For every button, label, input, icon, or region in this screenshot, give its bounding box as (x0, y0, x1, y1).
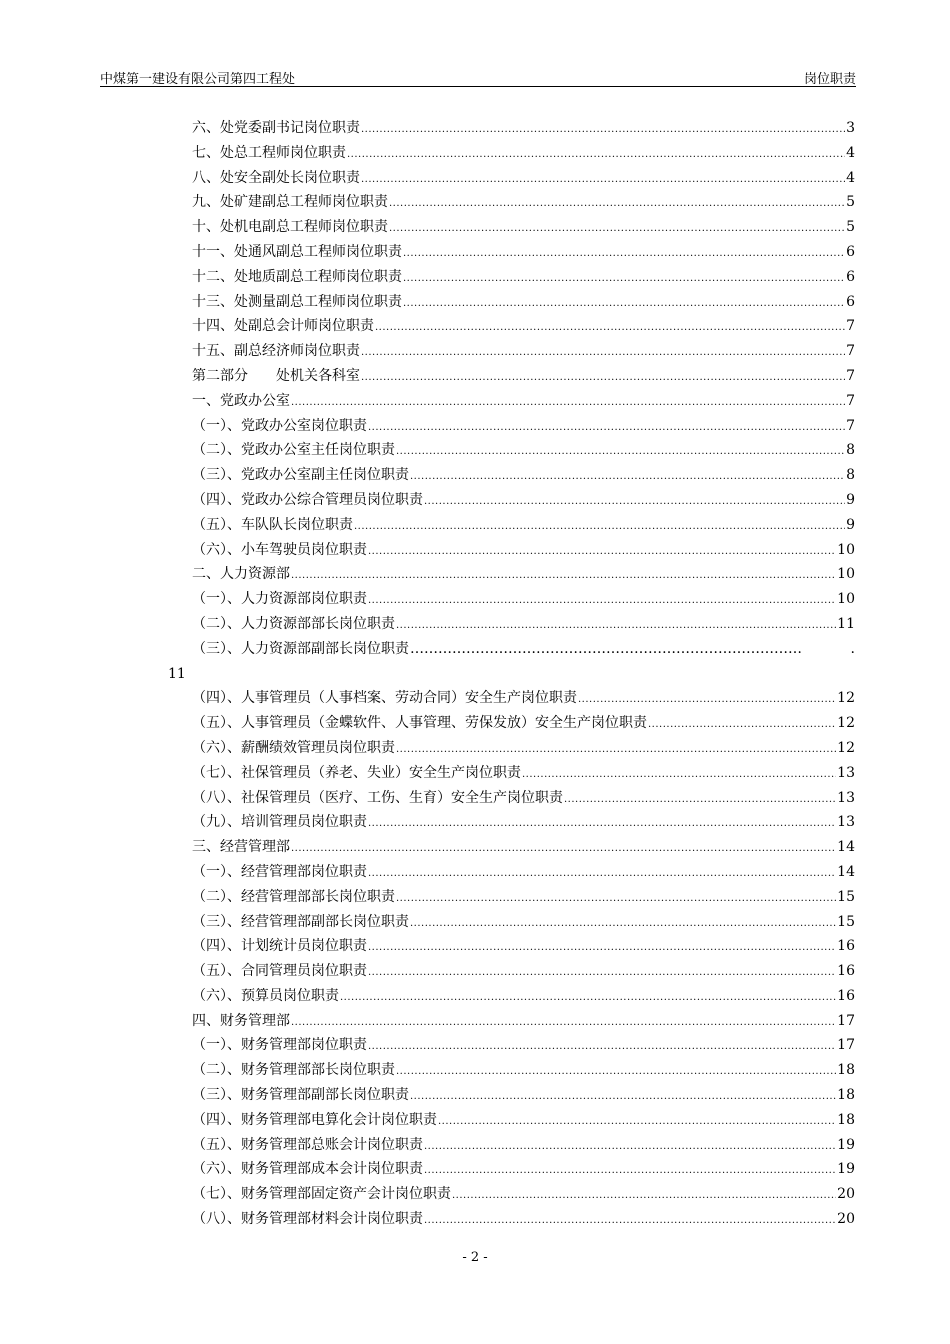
toc-entry[interactable] (192, 116, 855, 141)
toc-entry-page: 10 (837, 566, 855, 583)
toc-entry-title: 十、处机电副总工程师岗位职责 (192, 219, 388, 236)
toc-entry[interactable] (192, 190, 855, 215)
toc-leader-dots (368, 1035, 836, 1060)
toc-entry-page: 6 (846, 293, 855, 310)
toc-wrap-spacer (192, 662, 855, 687)
table-of-contents (192, 116, 855, 1232)
toc-leader-dots (389, 192, 845, 217)
header-document-title: 岗位职责 (803, 72, 856, 87)
toc-entry[interactable] (192, 810, 855, 835)
toc-wrap-period: . (850, 640, 855, 657)
toc-entry-title: （四）、党政办公综合管理员岗位职责 (192, 491, 423, 508)
toc-leader-dots (368, 936, 836, 961)
toc-entry-page: 4 (846, 169, 855, 186)
toc-entry-page: 19 (837, 1136, 855, 1153)
toc-entry-page: 20 (837, 1211, 855, 1228)
toc-leader-dots (410, 912, 836, 937)
toc-entry-title: （二）、人力资源部部长岗位职责 (192, 615, 395, 632)
toc-leader-dots (396, 1060, 836, 1085)
toc-entry[interactable] (192, 1083, 855, 1108)
toc-entry-page: 13 (837, 789, 855, 806)
toc-entry-page: 12 (837, 739, 855, 756)
toc-entry[interactable] (192, 1207, 855, 1232)
toc-entry-page: 6 (846, 243, 855, 260)
toc-entry-page: 16 (837, 963, 855, 980)
toc-entry-title: （五）、车队队长岗位职责 (192, 516, 353, 533)
toc-entry[interactable] (192, 1009, 855, 1034)
toc-entry-page: 15 (837, 888, 855, 905)
toc-entry-title: （三）、经营管理部副部长岗位职责 (192, 913, 409, 930)
toc-entry-title: （五）、合同管理员岗位职责 (192, 963, 367, 980)
toc-entry[interactable] (192, 488, 855, 513)
toc-entry-page: 7 (846, 343, 855, 360)
toc-entry-page: 17 (837, 1037, 855, 1054)
toc-entry-page: 13 (837, 764, 855, 781)
page-number-footer: - 2 - (462, 1250, 488, 1265)
toc-entry-page: 14 (837, 863, 855, 880)
toc-entry[interactable] (192, 934, 855, 959)
toc-leader-dots (368, 540, 836, 565)
toc-entry-title: （五）、人事管理员（金蝶软件、人事管理、劳保发放）安全生产岗位职责 (192, 715, 647, 732)
toc-entry[interactable] (192, 959, 855, 984)
toc-entry-title: 十一、处通风副总工程师岗位职责 (192, 243, 402, 260)
toc-leader-dots (354, 515, 845, 540)
toc-entry-title: （四）、计划统计员岗位职责 (192, 938, 367, 955)
toc-entry[interactable] (192, 587, 855, 612)
toc-entry-title: （二）、经营管理部部长岗位职责 (192, 888, 395, 905)
toc-leader-dots (403, 267, 845, 292)
toc-entry-title: （四）、财务管理部电算化会计岗位职责 (192, 1111, 437, 1128)
toc-leader-dots (368, 812, 836, 837)
toc-leader-dots (438, 1110, 836, 1135)
toc-entry-title: （一）、党政办公室岗位职责 (192, 417, 367, 434)
toc-entry-title: 四、财务管理部 (192, 1012, 290, 1029)
toc-leader-dots (291, 391, 845, 416)
toc-leader-dots (648, 713, 836, 738)
toc-entry-title: （三）、党政办公室副主任岗位职责 (192, 467, 409, 484)
toc-entry-title: （四）、人事管理员（人事档案、劳动合同）安全生产岗位职责 (192, 690, 577, 707)
toc-leader-dots (361, 366, 845, 391)
toc-entry-page: 14 (837, 839, 855, 856)
toc-leader-dots (396, 440, 845, 465)
toc-entry-page: 9 (846, 491, 855, 508)
toc-entry-page-wrapped: 11 (168, 665, 186, 682)
toc-entry-page: 12 (837, 715, 855, 732)
toc-entry[interactable] (192, 1108, 855, 1133)
toc-entry-title: 三、经营管理部 (192, 839, 290, 856)
toc-entry[interactable] (192, 513, 855, 538)
toc-leader-dots (368, 589, 836, 614)
toc-leader-dots (424, 490, 845, 515)
toc-leader-dots (291, 564, 836, 589)
toc-entry-page: 7 (846, 417, 855, 434)
toc-entry-title: （七）、社保管理员（养老、失业）安全生产岗位职责 (192, 764, 521, 781)
header-company-name: 中煤第一建设有限公司第四工程处 (100, 72, 296, 87)
toc-entry-title: （八）、财务管理部材料会计岗位职责 (192, 1211, 423, 1228)
toc-entry-title: （二）、党政办公室主任岗位职责 (192, 442, 395, 459)
toc-entry-title: （九）、培训管理员岗位职责 (192, 814, 367, 831)
toc-leader-dots (578, 688, 836, 713)
toc-leader-dots (410, 465, 845, 490)
toc-leader-dots (396, 614, 836, 639)
toc-entry[interactable] (192, 290, 855, 315)
toc-entry-page: 5 (846, 194, 855, 211)
toc-entry[interactable] (192, 711, 855, 736)
toc-entry-page: 19 (837, 1161, 855, 1178)
toc-entry[interactable] (192, 339, 855, 364)
toc-leader-dots (389, 217, 845, 242)
toc-entry-title: （六）、财务管理部成本会计岗位职责 (192, 1161, 423, 1178)
toc-leader-dots (424, 1135, 836, 1160)
toc-leader-dots (396, 738, 836, 763)
toc-leader-dots (522, 763, 836, 788)
toc-entry-title: （八）、社保管理员（医疗、工伤、生育）安全生产岗位职责 (192, 789, 563, 806)
toc-leader-dots (368, 416, 845, 441)
toc-leader-dots (347, 143, 845, 168)
toc-entry-title: 六、处党委副书记岗位职责 (192, 120, 360, 136)
toc-entry-page: 7 (846, 392, 855, 409)
toc-entry-page: 18 (837, 1111, 855, 1128)
toc-entry[interactable] (192, 761, 855, 786)
toc-entry[interactable] (192, 240, 855, 265)
toc-leader-dots (410, 1085, 836, 1110)
toc-entry-page: 4 (846, 144, 855, 161)
toc-entry-title: 十五、副总经济师岗位职责 (192, 343, 360, 360)
toc-entry[interactable] (192, 835, 855, 860)
toc-entry-title: 第二部分 处机关各科室 (192, 367, 360, 384)
toc-leader-dots (375, 316, 845, 341)
toc-leader-dots (368, 961, 836, 986)
toc-entry-page: 18 (837, 1062, 855, 1079)
toc-entry-title: （五）、财务管理部总账会计岗位职责 (192, 1136, 423, 1153)
toc-entry[interactable] (192, 538, 855, 563)
toc-entry-title: 二、人力资源部 (192, 566, 290, 583)
toc-leader-dots (291, 1011, 836, 1036)
toc-entry-title: 八、处安全副处长岗位职责 (192, 169, 360, 186)
toc-entry[interactable] (192, 885, 855, 910)
toc-entry-title: 十三、处测量副总工程师岗位职责 (192, 293, 402, 310)
toc-leader-dots (291, 837, 836, 862)
toc-leader-dots (452, 1184, 836, 1209)
toc-entry-page: 6 (846, 268, 855, 285)
toc-entry[interactable] (192, 910, 855, 935)
toc-entry[interactable] (192, 686, 855, 711)
toc-entry-title: （一）、经营管理部岗位职责 (192, 863, 367, 880)
toc-entry-page: 7 (846, 318, 855, 335)
toc-entry[interactable] (192, 736, 855, 761)
toc-entry[interactable] (192, 141, 855, 166)
toc-leader-dots (403, 242, 845, 267)
toc-entry[interactable] (192, 637, 855, 662)
toc-entry-page: 8 (846, 467, 855, 484)
toc-leader-dots (340, 986, 836, 1011)
toc-entry[interactable] (192, 314, 855, 339)
toc-leader-dots (361, 341, 845, 366)
toc-entry-page: 20 (837, 1186, 855, 1203)
toc-entry-title: （六）、小车驾驶员岗位职责 (192, 541, 367, 558)
toc-entry[interactable] (192, 1033, 855, 1058)
toc-entry-title: （二）、财务管理部部长岗位职责 (192, 1062, 395, 1079)
toc-leader-dots (403, 292, 845, 317)
toc-entry-title: （三）、财务管理部副部长岗位职责 (192, 1087, 409, 1104)
toc-entry-title: （七）、财务管理部固定资产会计岗位职责 (192, 1186, 451, 1203)
toc-leader-dots (424, 1209, 836, 1234)
toc-entry[interactable] (192, 562, 855, 587)
toc-entry-page: 13 (837, 814, 855, 831)
toc-entry-page: 12 (837, 690, 855, 707)
toc-entry-page: 17 (837, 1012, 855, 1029)
toc-entry-title: 十四、处副总会计师岗位职责 (192, 318, 374, 335)
toc-entry[interactable] (192, 984, 855, 1009)
toc-entry-title: 一、党政办公室 (192, 392, 290, 409)
toc-leader-dots (361, 118, 845, 143)
toc-leader-dots (424, 1159, 836, 1184)
toc-entry-title: 九、处矿建副总工程师岗位职责 (192, 194, 388, 211)
toc-entry[interactable] (192, 1058, 855, 1083)
toc-entry-page: 8 (846, 442, 855, 459)
toc-entry-page: 5 (846, 219, 855, 236)
toc-leader-dots (368, 862, 836, 887)
toc-entry[interactable] (192, 215, 855, 240)
toc-entry-page: 15 (837, 913, 855, 930)
toc-entry[interactable] (192, 1133, 855, 1158)
toc-entry[interactable] (192, 414, 855, 439)
toc-entry-page: 10 (837, 541, 855, 558)
toc-entry[interactable] (192, 1182, 855, 1207)
toc-entry-title: （六）、预算员岗位职责 (192, 987, 339, 1004)
toc-entry[interactable] (192, 389, 855, 414)
toc-entry-title: 十二、处地质副总工程师岗位职责 (192, 268, 402, 285)
toc-entry[interactable] (192, 612, 855, 637)
toc-entry-page: 3 (846, 120, 855, 136)
page-header (100, 66, 856, 87)
toc-entry-page: 16 (837, 987, 855, 1004)
toc-entry[interactable] (192, 166, 855, 191)
toc-entry-page: 7 (846, 367, 855, 384)
toc-entry-page: 18 (837, 1087, 855, 1104)
toc-entry[interactable] (192, 463, 855, 488)
toc-entry[interactable] (192, 438, 855, 463)
toc-entry-title: （六）、薪酬绩效管理员岗位职责 (192, 739, 395, 756)
toc-entry-title: （一）、财务管理部岗位职责 (192, 1037, 367, 1054)
toc-leader-dots (564, 788, 836, 813)
toc-leader-dots (361, 168, 845, 193)
toc-entry[interactable] (192, 265, 855, 290)
toc-entry-title: （一）、人力资源部岗位职责 (192, 591, 367, 608)
toc-leader-dots (410, 637, 850, 662)
toc-entry[interactable] (192, 786, 855, 811)
toc-entry-page: 10 (837, 591, 855, 608)
toc-entry[interactable] (192, 364, 855, 389)
toc-entry-title: （三）、人力资源部副部长岗位职责 (192, 640, 409, 657)
toc-entry-page: 16 (837, 938, 855, 955)
toc-entry-title: 七、处总工程师岗位职责 (192, 144, 346, 161)
toc-entry-page: 11 (837, 615, 855, 632)
toc-entry[interactable] (192, 1157, 855, 1182)
toc-entry[interactable] (192, 860, 855, 885)
toc-entry-page: 9 (846, 516, 855, 533)
toc-leader-dots (396, 887, 836, 912)
